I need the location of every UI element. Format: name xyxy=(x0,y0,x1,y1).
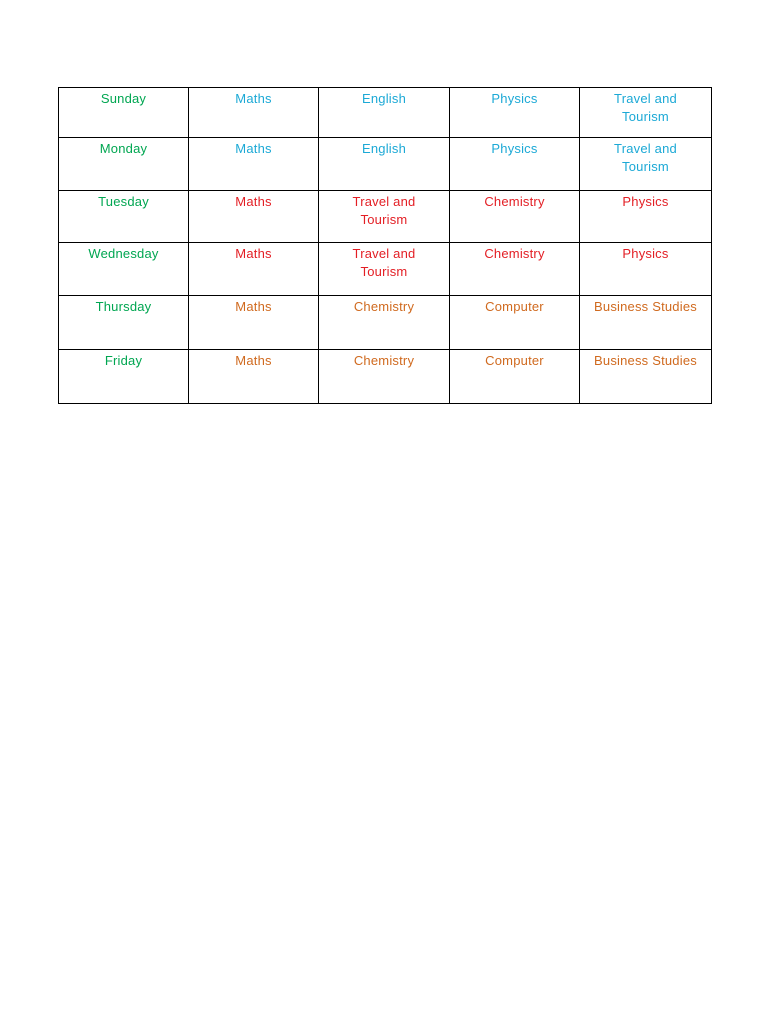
day-cell: Sunday xyxy=(59,88,189,138)
subject-cell: Travel and Tourism xyxy=(580,88,712,138)
subject-cell: Maths xyxy=(189,350,319,404)
subject-cell: Computer xyxy=(450,350,580,404)
day-cell: Wednesday xyxy=(59,243,189,296)
table-row xyxy=(59,296,712,350)
day-cell: Friday xyxy=(59,350,189,404)
subject-cell: Travel and Tourism xyxy=(319,243,450,296)
day-cell: Tuesday xyxy=(59,191,189,243)
subject-cell: Chemistry xyxy=(450,191,580,243)
subject-cell: Chemistry xyxy=(319,350,450,404)
table-row xyxy=(59,138,712,191)
subject-cell: Maths xyxy=(189,88,319,138)
subject-cell: Physics xyxy=(450,138,580,191)
table-row xyxy=(59,88,712,138)
day-cell: Monday xyxy=(59,138,189,191)
subject-cell: Travel and Tourism xyxy=(319,191,450,243)
subject-cell: Physics xyxy=(580,191,712,243)
subject-cell: Chemistry xyxy=(319,296,450,350)
subject-cell: Maths xyxy=(189,243,319,296)
day-cell: Thursday xyxy=(59,296,189,350)
subject-cell: Physics xyxy=(580,243,712,296)
subject-cell: Computer xyxy=(450,296,580,350)
subject-cell: Business Studies xyxy=(580,296,712,350)
table-row xyxy=(59,243,712,296)
subject-cell: Physics xyxy=(450,88,580,138)
table-row xyxy=(59,350,712,404)
subject-cell: Chemistry xyxy=(450,243,580,296)
subject-cell: Travel and Tourism xyxy=(580,138,712,191)
subject-cell: Maths xyxy=(189,296,319,350)
subject-cell: English xyxy=(319,138,450,191)
subject-cell: Maths xyxy=(189,191,319,243)
subject-cell: English xyxy=(319,88,450,138)
subject-cell: Maths xyxy=(189,138,319,191)
table-row xyxy=(59,191,712,243)
timetable xyxy=(58,87,712,404)
subject-cell: Business Studies xyxy=(580,350,712,404)
